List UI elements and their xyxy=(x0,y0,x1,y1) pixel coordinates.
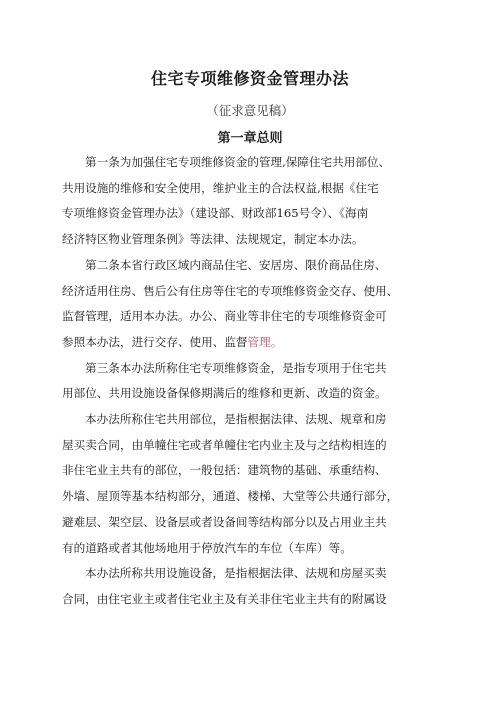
text-line: 避难层、架空层、设备层或者设备间等结构部分以及占用业主共 xyxy=(62,514,387,529)
highlighted-text: 管理。 xyxy=(247,334,283,349)
document-body xyxy=(62,150,438,613)
text-line: 共用设施的维修和安全使用，维护业主的合法权益,根据《住宅 xyxy=(62,180,379,195)
text-line: 非住宅业主共有的部位，一般包括：建筑物的基础、承重结构、 xyxy=(62,463,387,478)
text-line: 本办法所称共用设施设备，是指根据法律、法规和房屋买卖 xyxy=(85,566,387,581)
text-line: 第一条为加强住宅专项维修资金的管理,保障住宅共用部位、 xyxy=(85,155,391,169)
text-line xyxy=(62,330,438,356)
text-line: 第三条本办法所称住宅专项维修资金，是指专项用于住宅共 xyxy=(85,360,387,375)
text-line: 经济适用住房、售后公有住房等住宅的专项维修资金交存、使用、 xyxy=(62,283,399,298)
text-line: 外墙、屋顶等基本结构部分，通道、楼梯、大堂等公共通行部分， xyxy=(62,489,399,504)
chapter-heading: 第一章总则 xyxy=(217,131,283,146)
text-segment: 参照本办法，进行交存、使用、监督 xyxy=(62,334,248,349)
document-subtitle: （征求意见稿） xyxy=(206,103,294,118)
text-line: 合同，由住宅业主或者住宅业主及有关非住宅业主共有的附属设 xyxy=(62,591,387,606)
document-title: 住宅专项维修资金管理办法 xyxy=(150,69,349,88)
text-line: 屋买卖合同，由单幢住宅或者单幢住宅内业主及与之结构相连的 xyxy=(62,437,387,452)
text-line: 用部位、共用设施设备保修期满后的维修和更新、改造的资金。 xyxy=(62,386,387,401)
text-line: 经济特区物业管理条例》等法律、法规规定，制定本办法。 xyxy=(62,232,364,247)
text-line: 专项维修资金管理办法》（建设部、财政部165号令）、《海南 xyxy=(62,206,369,221)
text-line: 本办法所称住宅共用部位，是指根据法律、法规、规章和房 xyxy=(85,412,387,427)
text-line: 监督管理，适用本办法。办公、商业等非住宅的专项维修资金可 xyxy=(62,309,387,324)
text-line: 第二条本省行政区域内商品住宅、安居房、限价商品住房、 xyxy=(85,257,387,272)
text-line: 有的道路或者其他场地用于停放汽车的车位（车库）等。 xyxy=(62,540,352,555)
